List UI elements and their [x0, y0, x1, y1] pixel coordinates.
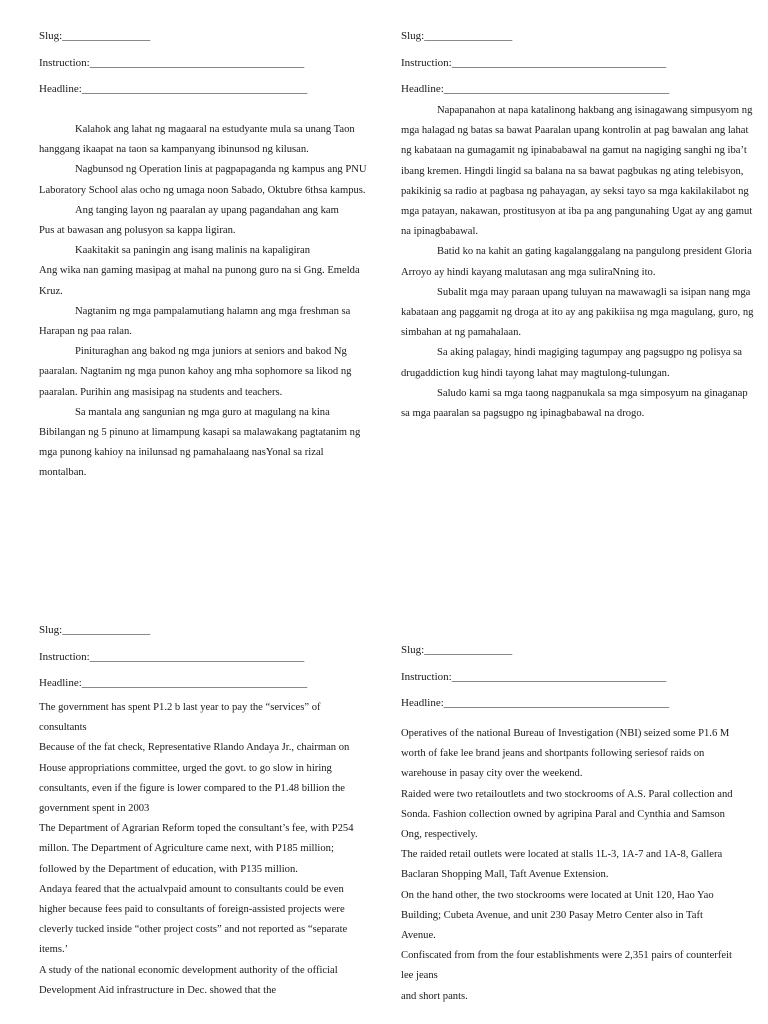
article-body [401, 724, 735, 1007]
paragraph: Napapanahon at napa katalinong hakbang ang isinagawang simpusyom ng mga halagad ng batas sa bawat Paaralan upang kontrolin at pag bawalan ang lahat ng kabataan na gumagamit ng ipinababawal na gamut na nagiging sanghi ng iba’t ibang kremen. Hingdi lingid sa balana na sa bawat pagbukas ng ating telebisyon, pakikinig sa radio at pagbasa ng pahayagan, ay seksi tayo sa mga kakilakilabot ng mga patayan, nakawan, prostitusyon at iba pa ang pangunahing Ugat ay ang gamut na ipinagbabawal. [401, 105, 753, 238]
paragraph: The raided retail outlets were located at stalls 1L-3, 1A-7 and 1A-8, Gallera Baclaran Shopping Mall, Taft Avenue Extension. [401, 849, 723, 881]
paragraph: Kalahok ang lahat ng magaaral na estudyante mula sa unang Taon hanggang ikaapat na taon sa kampanyang ibinunsod ng kilusan. [39, 124, 355, 156]
panel-bottom-right [401, 644, 751, 1007]
paragraph: Pinituraghan ang bakod ng mga juniors at seniors and bakod Ng paaralan. Nagtanim ng mga punon kahoy ang mha sophomore sa likod ng paaralan. Purihin ang masisipag na students and teachers. [39, 346, 352, 398]
article-body [401, 101, 757, 424]
panel-top-left [39, 30, 389, 484]
instruction-field: Instruction:_______________________________________ [401, 671, 667, 683]
paragraph: Raided were two retailoutlets and two stockrooms of A.S. Paral collection and Sonda. Fashion collection owned by agripina Paral and Cynthia and Samson Ong, respectively. [401, 788, 733, 841]
paragraph: Ang wika nan gaming masipag at mahal na punong guro na si Gng. Emelda Kruz. [39, 265, 360, 297]
paragraph: Confiscated from from the four establishments were 2,351 pairs of counterfeit lee jeans [401, 950, 732, 982]
headline-field: Headline:_________________________________________ [401, 697, 670, 709]
panel-bottom-left [39, 624, 389, 1001]
paragraph: Nagbunsod ng Operation linis at pagpapaganda ng kampus ang PNU Laboratory School alas ocho ng umaga noon Sabado, Oktubre 6thsa kampus. [39, 164, 367, 196]
panel-top-right [401, 30, 754, 424]
headline-field: Headline:_________________________________________ [401, 83, 670, 95]
article-body [39, 698, 369, 1001]
headline-field: Headline:_________________________________________ [39, 83, 308, 95]
paragraph: and short pants. [401, 990, 468, 1002]
article-body [39, 120, 369, 484]
paragraph: Kaakitakit sa paningin ang isang malinis na kapaligiran [75, 245, 311, 257]
instruction-field: Instruction:_______________________________________ [39, 651, 305, 663]
slug-field: Slug:________________ [401, 30, 513, 42]
paragraph: On the hand other, the two stockrooms were located at Unit 120, Hao Yao Building; Cubeta Avenue, and unit 230 Pasay Metro Center also in Taft Avenue. [401, 889, 714, 942]
paragraph: Andaya feared that the actualvpaid amount to consultants could be even higher because fees paid to consultants of foreign-assisted projects were cleverly tucked inside “other project costs” and not reported as “separate items.’ [39, 883, 348, 956]
paragraph: The Department of Agrarian Reform toped the consultant’s fee, with P254 millon. The Department of Agriculture came next, with P185 million; followed by the Department of education, with P135 million. [39, 823, 354, 875]
paragraph: A study of the national economic development authority of the official Development Aid infrastructure in Dec. showed that the [39, 964, 338, 996]
paragraph: Pus at bawasan ang polusyon sa kappa ligiran. [39, 225, 236, 237]
headline-field: Headline:_________________________________________ [39, 677, 308, 689]
paragraph: Because of the fat check, Representative Rlando Andaya Jr., chairman on House appropriations committee, urged the govt. to go slow in hiring consultants, even if the figure is lower compared to the P1.48 billion the government spent in 2003 [39, 742, 350, 815]
paragraph: Ang tanging layon ng paaralan ay upang pagandahan ang kam [75, 204, 339, 216]
slug-field: Slug:________________ [401, 644, 513, 656]
paragraph: Batid ko na kahit an gating kagalanggalang na pangulong president Gloria Arroyo ay hindi kayang malutasan ang mga suliraNning ito. [401, 246, 752, 278]
paragraph: Sa aking palagay, hindi magiging tagumpay ang pagsugpo ng polisya sa drugaddiction kug hindi tayong lahat may magtulong-tulungan. [401, 347, 743, 379]
instruction-field: Instruction:_______________________________________ [401, 57, 667, 69]
slug-field: Slug:________________ [39, 30, 151, 42]
paragraph: Subalit mga may paraan upang tuluyan na mawawagli sa isipan nang mga kabataan ang paggamit ng droga at ito ay ang pakikiisa ng mga magulang, guro, ng simbahan at ng pamahalaan. [401, 286, 754, 339]
slug-field: Slug:________________ [39, 624, 151, 636]
paragraph: Sa mantala ang sangunian ng mga guro at magulang na kina Bibilangan ng 5 pinuno at limampung kasapi sa malawakang pagtatanim ng mga punong kahioy na inilunsad ng pamahalaang nasYonal sa rizal montalban. [39, 406, 361, 479]
paragraph: Saludo kami sa mga taong nagpanukala sa mga simposyum na ginaganap sa mga paaralan sa pagsugpo ng ipinagbabawal na drogo. [401, 387, 748, 420]
paragraph: The government has spent P1.2 b last year to pay the “services” of consultants [39, 702, 321, 734]
instruction-field: Instruction:_______________________________________ [39, 57, 305, 69]
paragraph: Operatives of the national Bureau of Investigation (NBI) seized some P1.6 M worth of fake lee brand jeans and shortpants following seriesof raids on warehouse in pasay city over the weekend. [401, 728, 730, 780]
paragraph: Nagtanim ng mga pampalamutiang halamn ang mga freshman sa Harapan ng paa ralan. [39, 305, 351, 338]
